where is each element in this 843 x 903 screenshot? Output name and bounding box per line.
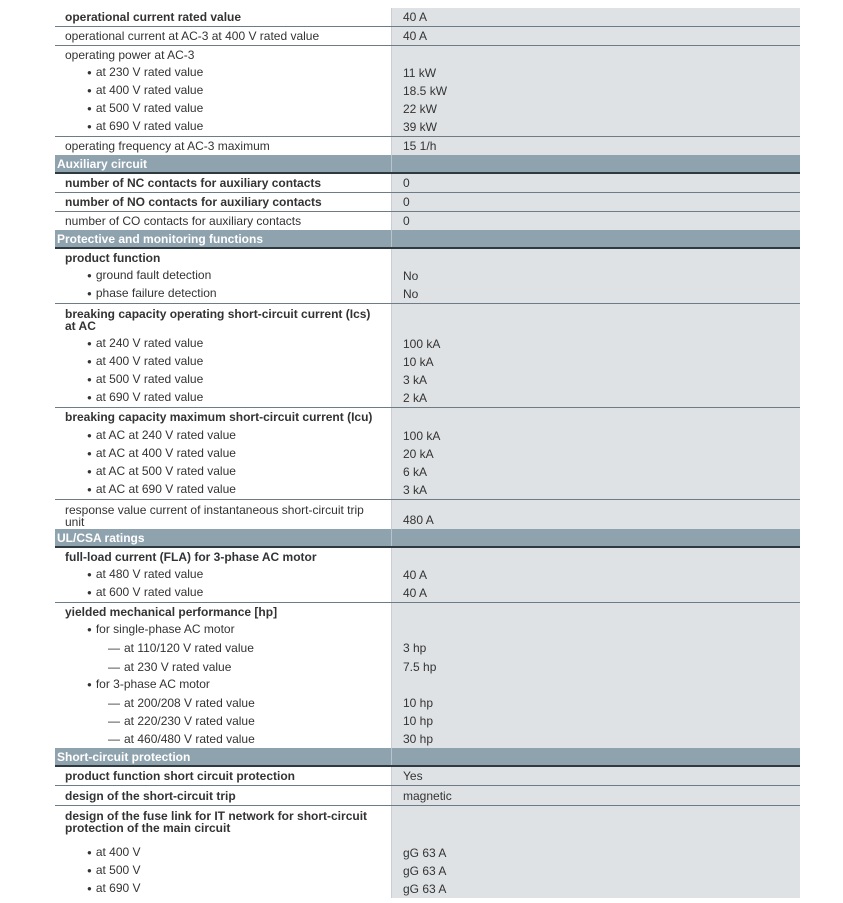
spec-label: — at 110/120 V rated value [108, 642, 254, 655]
spec-value-cell [391, 694, 800, 712]
spec-label-cell [55, 712, 391, 730]
spec-value: Yes [403, 769, 423, 783]
spec-label-cell [55, 500, 391, 529]
spec-label-cell [55, 100, 391, 118]
spec-label-cell [55, 603, 391, 621]
spec-value: 18.5 kW [403, 84, 448, 98]
spec-label-cell [55, 408, 391, 426]
spec-row [55, 548, 800, 566]
spec-label-cell [55, 767, 391, 785]
spec-value-cell [391, 463, 800, 481]
spec-value-cell [391, 267, 800, 285]
spec-label: ● at 500 V rated value [87, 102, 203, 116]
spec-label-cell [55, 844, 391, 862]
spec-row [55, 639, 800, 657]
spec-label: ● at AC at 690 V rated value [87, 483, 236, 497]
spec-label: ● at 400 V [87, 846, 141, 860]
spec-value-cell [391, 174, 800, 192]
spec-value-cell [391, 100, 800, 118]
spec-row [55, 463, 800, 481]
spec-row [55, 621, 800, 639]
spec-value-cell [391, 285, 800, 303]
spec-label-cell [55, 694, 391, 712]
spec-value: 10 hp [403, 696, 434, 710]
spec-label: breaking capacity maximum short-circuit current (Icu) [65, 410, 373, 424]
spec-label-cell [55, 621, 391, 639]
spec-label-cell [55, 8, 391, 26]
spec-value: gG 63 A [403, 864, 447, 878]
spec-label: — at 460/480 V rated value [108, 733, 255, 746]
spec-row [55, 8, 800, 27]
spec-label-cell [55, 27, 391, 45]
spec-value-cell [391, 806, 800, 844]
spec-label: product function short circuit protection [65, 769, 295, 783]
spec-value: 39 kW [403, 120, 438, 134]
spec-label: number of NC contacts for auxiliary contacts [65, 176, 322, 190]
spec-label-cell [55, 334, 391, 353]
spec-row [55, 730, 800, 748]
spec-value: No [403, 269, 419, 283]
spec-value: 7.5 hp [403, 660, 437, 674]
spec-label: ● at 240 V rated value [87, 337, 203, 351]
spec-value: magnetic [403, 789, 452, 803]
spec-label: ● for 3-phase AC motor [87, 678, 210, 692]
spec-value: 15 1/h [403, 139, 437, 153]
spec-label-cell [55, 249, 391, 267]
section-title: UL/CSA ratings [57, 531, 145, 545]
section-header [55, 748, 800, 767]
spec-value: 3 kA [403, 483, 428, 497]
spec-value-cell [391, 880, 800, 898]
spec-label-cell [55, 64, 391, 82]
spec-label-cell [55, 548, 391, 566]
spec-row [55, 27, 800, 46]
spec-row [55, 712, 800, 730]
spec-row [55, 445, 800, 463]
spec-row [55, 267, 800, 285]
spec-value-cell [391, 481, 800, 499]
spec-value-cell [391, 712, 800, 730]
spec-value: gG 63 A [403, 846, 447, 860]
spec-row [55, 174, 800, 193]
spec-label-cell [55, 806, 391, 844]
spec-value: 30 hp [403, 732, 434, 746]
spec-label: ● at 400 V rated value [87, 84, 203, 98]
spec-value-cell [391, 137, 800, 155]
spec-label-cell [55, 118, 391, 136]
spec-label: number of NO contacts for auxiliary contacts [65, 195, 322, 209]
spec-row [55, 46, 800, 64]
spec-value: 0 [403, 214, 410, 228]
spec-label: ● at AC at 240 V rated value [87, 429, 236, 443]
spec-row [55, 584, 800, 603]
spec-label: — at 230 V rated value [108, 661, 231, 674]
spec-row [55, 694, 800, 712]
spec-value-cell [391, 334, 800, 353]
spec-value: 11 kW [403, 66, 437, 80]
spec-row [55, 193, 800, 212]
spec-value: 10 hp [403, 714, 434, 728]
spec-label-cell [55, 880, 391, 898]
section-header [55, 230, 800, 249]
spec-label-cell [55, 584, 391, 602]
spec-label: response value current of instantaneous short-circuit trip unit [65, 503, 364, 529]
spec-row [55, 676, 800, 694]
spec-value-cell [391, 584, 800, 602]
spec-row [55, 806, 800, 844]
spec-value: 2 kA [403, 391, 428, 405]
spec-value-cell [391, 621, 800, 639]
spec-value-cell [391, 353, 800, 371]
spec-label: yielded mechanical performance [hp] [65, 605, 278, 619]
spec-value-cell [391, 676, 800, 694]
spec-value-cell [391, 212, 800, 230]
spec-row [55, 408, 800, 426]
spec-label-cell [55, 174, 391, 192]
spec-label: operating frequency at AC-3 maximum [65, 139, 270, 153]
spec-row [55, 500, 800, 529]
spec-value: 480 A [403, 513, 434, 527]
spec-label-cell [55, 862, 391, 880]
spec-value-cell [391, 426, 800, 445]
spec-value-cell [391, 8, 800, 26]
spec-label-cell [55, 353, 391, 371]
spec-row [55, 657, 800, 676]
spec-value-cell [391, 27, 800, 45]
spec-row [55, 285, 800, 304]
spec-label: breaking capacity operating short-circuit current (Ics) at AC [65, 307, 371, 333]
spec-label: full-load current (FLA) for 3-phase AC motor [65, 550, 317, 564]
spec-label: ● at 400 V rated value [87, 355, 203, 369]
spec-value: 40 A [403, 586, 428, 600]
spec-label: ● at 690 V rated value [87, 120, 203, 134]
spec-label: operational current rated value [65, 10, 242, 24]
spec-value: 40 A [403, 29, 428, 43]
spec-value-cell [391, 304, 800, 334]
spec-row [55, 844, 800, 862]
spec-label-cell [55, 463, 391, 481]
spec-label: ● at AC at 400 V rated value [87, 447, 236, 461]
spec-label: design of the fuse link for IT network for short-circuit protection of the main circuit [65, 809, 368, 835]
spec-label: operational current at AC-3 at 400 V rated value [65, 29, 320, 43]
spec-table [55, 8, 800, 898]
spec-row [55, 371, 800, 389]
section-title: Auxiliary circuit [57, 157, 148, 171]
spec-label: ● at 480 V rated value [87, 568, 203, 582]
spec-value: 100 kA [403, 337, 441, 351]
spec-value-cell [391, 844, 800, 862]
spec-label-cell [55, 82, 391, 100]
spec-value-cell [391, 548, 800, 566]
spec-value-cell [391, 193, 800, 211]
spec-value-cell [391, 64, 800, 82]
spec-label-cell [55, 730, 391, 748]
spec-label: operating power at AC-3 [65, 48, 195, 62]
spec-label: ● at 690 V rated value [87, 391, 203, 405]
spec-value-cell [391, 408, 800, 426]
spec-row [55, 862, 800, 880]
spec-label-cell [55, 481, 391, 499]
spec-value: No [403, 287, 419, 301]
spec-row [55, 481, 800, 500]
spec-label-cell [55, 786, 391, 805]
spec-row [55, 353, 800, 371]
spec-value-cell [391, 249, 800, 267]
spec-value-cell [391, 730, 800, 748]
spec-row [55, 767, 800, 786]
spec-row [55, 389, 800, 408]
spec-label-cell [55, 426, 391, 445]
spec-label: ● ground fault detection [87, 269, 211, 283]
spec-value-cell [391, 82, 800, 100]
spec-value-cell [391, 371, 800, 389]
spec-value: 100 kA [403, 429, 441, 443]
spec-value: 6 kA [403, 465, 428, 479]
spec-value: 20 kA [403, 447, 434, 461]
spec-label: ● at 600 V rated value [87, 586, 203, 600]
spec-value-cell [391, 862, 800, 880]
spec-label: ● at 500 V rated value [87, 373, 203, 387]
spec-value: 22 kW [403, 102, 438, 116]
spec-row [55, 603, 800, 621]
spec-row [55, 137, 800, 155]
spec-label-cell [55, 267, 391, 285]
spec-row [55, 100, 800, 118]
spec-value-cell [391, 786, 800, 805]
spec-value: 0 [403, 195, 410, 209]
spec-label-cell [55, 639, 391, 657]
spec-label-cell [55, 566, 391, 584]
spec-value-cell [391, 500, 800, 529]
spec-label-cell [55, 389, 391, 407]
spec-label: number of CO contacts for auxiliary contacts [65, 214, 302, 228]
spec-label-cell [55, 137, 391, 155]
spec-label-cell [55, 212, 391, 230]
spec-row [55, 566, 800, 584]
spec-label: — at 200/208 V rated value [108, 697, 255, 710]
spec-row [55, 334, 800, 353]
spec-value-cell [391, 46, 800, 64]
spec-label: design of the short-circuit trip [65, 789, 236, 803]
spec-label-cell [55, 676, 391, 694]
spec-row [55, 118, 800, 137]
spec-label-cell [55, 46, 391, 64]
spec-label: — at 220/230 V rated value [108, 715, 255, 728]
spec-value: gG 63 A [403, 882, 447, 896]
spec-value-cell [391, 389, 800, 407]
spec-label: ● at 690 V [87, 882, 141, 896]
spec-value: 3 kA [403, 373, 428, 387]
spec-value-cell [391, 566, 800, 584]
spec-label-cell [55, 371, 391, 389]
spec-label: ● for single-phase AC motor [87, 623, 235, 637]
spec-label-cell [55, 193, 391, 211]
spec-label: ● at 230 V rated value [87, 66, 203, 80]
section-header [55, 155, 800, 174]
spec-value-cell [391, 657, 800, 676]
section-title: Short-circuit protection [57, 750, 191, 764]
spec-value: 3 hp [403, 641, 427, 655]
spec-value-cell [391, 639, 800, 657]
spec-row [55, 426, 800, 445]
spec-row [55, 880, 800, 898]
spec-row [55, 64, 800, 82]
spec-value-cell [391, 603, 800, 621]
spec-row [55, 212, 800, 230]
spec-value-cell [391, 118, 800, 136]
spec-value-cell [391, 767, 800, 785]
spec-label-cell [55, 304, 391, 334]
section-header [55, 529, 800, 548]
spec-row [55, 82, 800, 100]
spec-label-cell [55, 445, 391, 463]
spec-label: product function [65, 251, 161, 265]
spec-label: ● phase failure detection [87, 287, 217, 301]
spec-value: 0 [403, 176, 410, 190]
spec-value-cell [391, 445, 800, 463]
section-title: Protective and monitoring functions [57, 232, 264, 246]
spec-label-cell [55, 657, 391, 676]
spec-label: ● at 500 V [87, 864, 141, 878]
spec-label-cell [55, 285, 391, 303]
spec-row [55, 304, 800, 334]
spec-value: 10 kA [403, 355, 434, 369]
spec-row [55, 249, 800, 267]
spec-value: 40 A [403, 568, 428, 582]
spec-row [55, 786, 800, 806]
spec-label: ● at AC at 500 V rated value [87, 465, 236, 479]
spec-value: 40 A [403, 10, 428, 24]
